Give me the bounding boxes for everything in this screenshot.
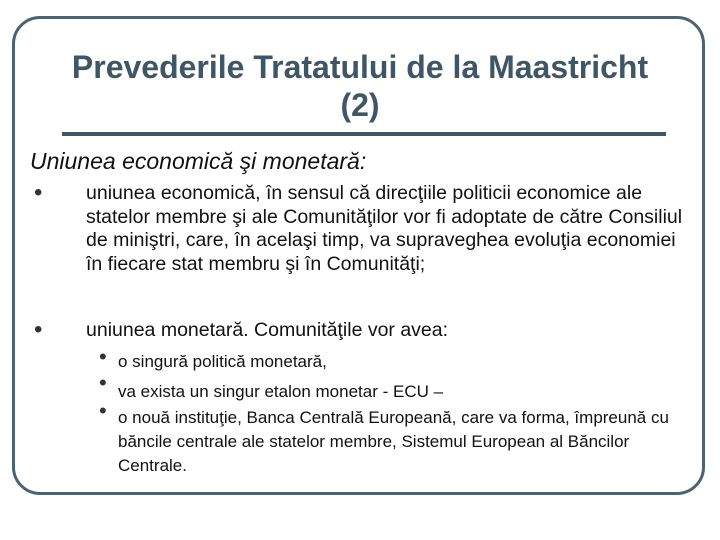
bullet-marker-2: • — [34, 316, 43, 343]
sub-bullet-marker-2: • — [99, 370, 107, 395]
sub-bullet-monetary-policy: o singură politică monetară, — [118, 352, 327, 371]
title-underline — [62, 132, 666, 136]
sub-bullet-ecu: va exista un singur etalon monetar - ECU – — [118, 382, 444, 401]
bullet-monetary-union: uniunea monetară. Comunităţile vor avea: — [86, 319, 449, 341]
bullet-marker-1: • — [34, 179, 43, 206]
bullet-economic-union: uniunea economică, în sensul că direcţiile politicii economice ale statelor membre şi ale Comunităţilor vor fi adoptate de către Consiliul de miniştri, care, în acelaşi timp, va supraveghea evoluţia economiei în fiecare stat membru şi în Comunităţi; — [86, 182, 683, 275]
sub-bullet-marker-1: • — [99, 344, 107, 369]
slide-title: Prevederile Tratatului de la Maastricht (2) — [71, 49, 649, 123]
sub-bullet-marker-3: • — [99, 398, 107, 423]
sub-bullet-central-bank: o nouă instituţie, Banca Centrală Europeană, care va forma, împreună cu băncile centrale ale statelor membre, Sistemul European al Băncilor Centrale. — [118, 408, 669, 475]
section-heading: Uniunea economică şi monetară: — [30, 148, 367, 174]
